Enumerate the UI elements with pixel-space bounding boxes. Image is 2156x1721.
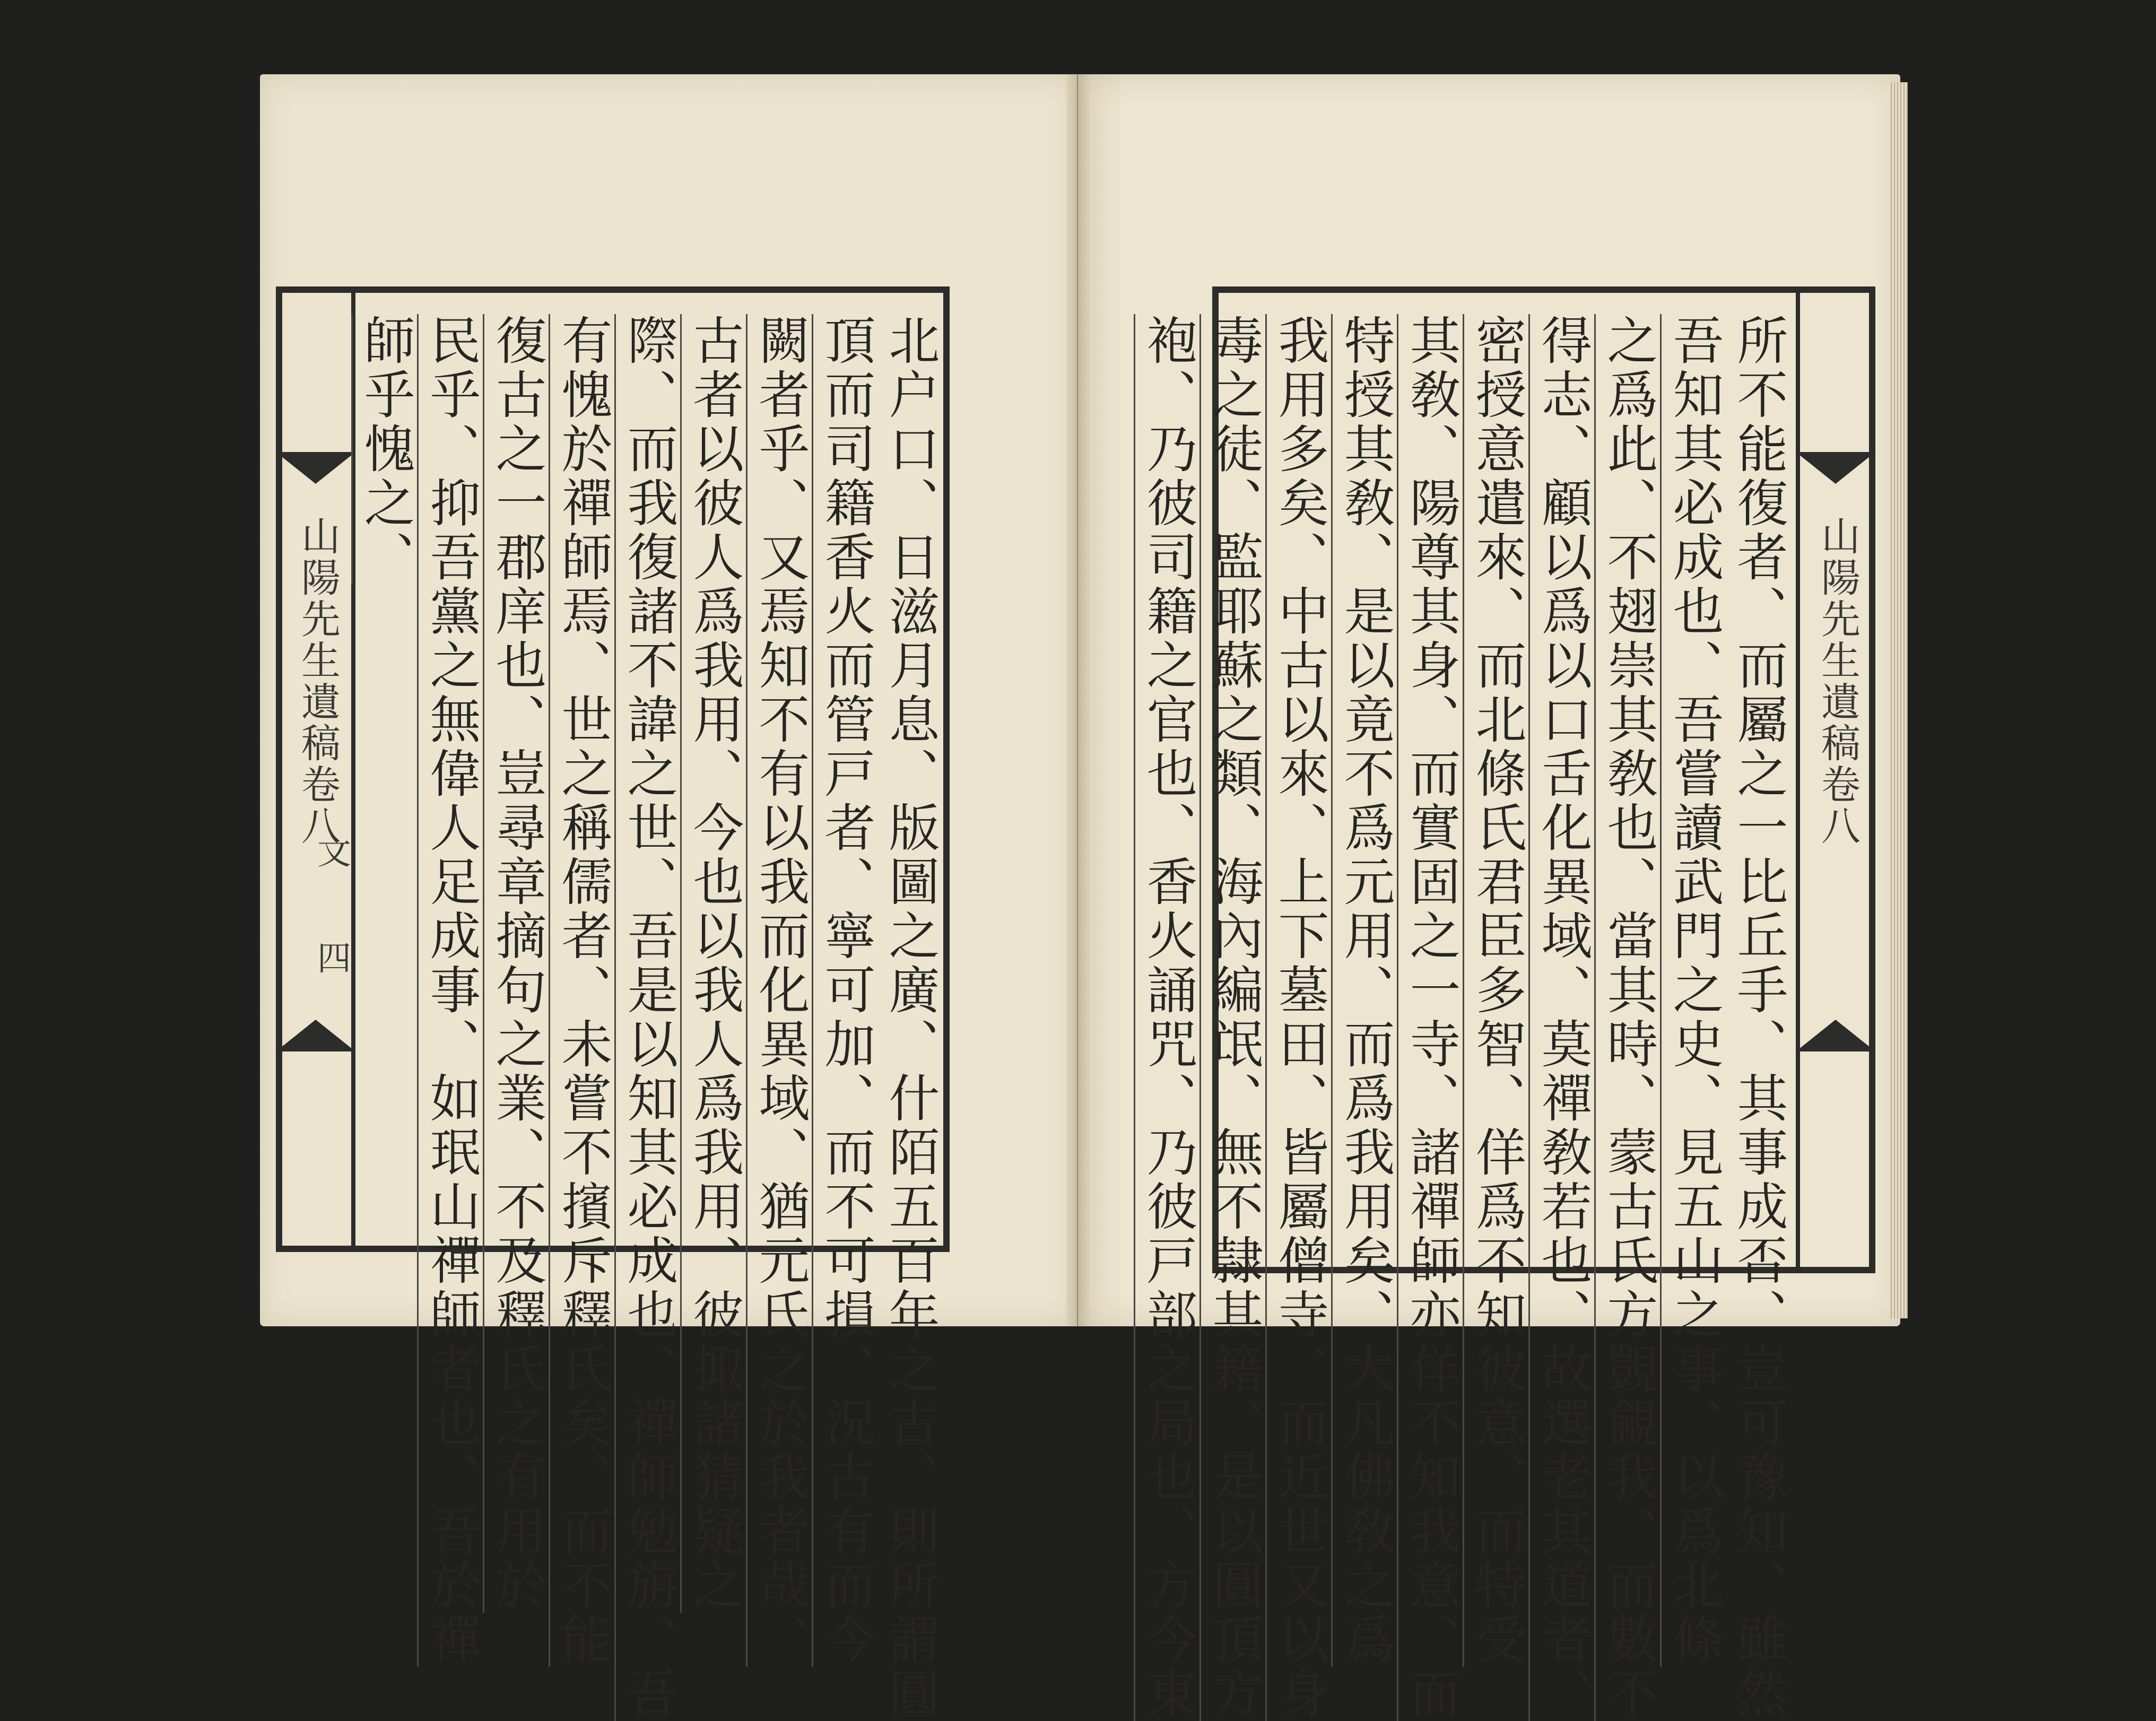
text-column: 毒之徒、監耶蘇之類、海內編氓、無不隷其籍、是以圓頂方 [1199, 314, 1267, 1721]
book-spine [1066, 74, 1090, 1326]
fish-tail-mark [1796, 452, 1875, 484]
right-hashira-title: 山陽先生遺稿卷八 [1815, 516, 1861, 847]
text-column: 得志、顧以爲以口舌化異域、莫禪敎若也、故選老其道者、 [1528, 314, 1596, 1721]
text-column: 復古之一郡庠也、豈尋章摘句之業、不及釋氏之有用於 [483, 314, 550, 1613]
text-column: 特授其敎、是以竟不爲元用、而爲我用矣、大凡佛敎之爲 [1331, 314, 1398, 1667]
text-column: 其敎、陽尊其身、而實固之一寺、諸禪師亦佯不知我意、而 [1397, 314, 1464, 1721]
text-column: 袍、乃彼司籍之官也、香火誦咒、乃彼戸部之局也、方今東 [1134, 314, 1201, 1721]
fish-tail-mark [276, 452, 355, 484]
folio-number: 四 [311, 940, 351, 974]
text-column: 際、而我復諸不諱之世、吾是以知其必成也、禪師勉旃、吾 [614, 314, 682, 1721]
text-column: 我用多矣、中古以來、上下墓田、皆屬僧寺、而近世又以身 [1265, 314, 1333, 1721]
text-column: 闕者乎、又焉知不有以我而化異域、猶元氏之於我者哉、 [746, 314, 813, 1667]
section-mark: 文 [311, 834, 351, 868]
text-column: 所不能復者、而屬之一比丘手、其事成否、豈可豫知、雖然 [1729, 314, 1788, 1721]
fish-tail-mark [1796, 1020, 1875, 1051]
text-column: 北户口、日滋月息、版圖之廣、什陌五百年之古、則所謂圓 [881, 314, 940, 1721]
text-column: 有愧於禪師焉、世之稱儒者、未嘗不擯斥釋氏矣、而不能 [549, 314, 616, 1667]
text-column: 頂而司籍香火而管戸者、寧可加、而不可損、況古有而今 [812, 314, 879, 1667]
right-text-frame [1138, 286, 1875, 1721]
right-hashira [1796, 293, 1875, 1267]
text-column: 之爲此、不翅崇其敎也、當其時、蒙古氏方覬覦我、而數不 [1594, 314, 1662, 1721]
text-column: 密授意遣來、而北條氏君臣多智、佯爲不知彼意、而特受 [1463, 314, 1530, 1667]
text-column: 師乎愧之、 [351, 314, 419, 585]
text-column: 民乎、抑吾黨之無偉人足成事、如珉山禪師者也、吾於禪 [417, 314, 484, 1667]
left-hashira-title: 山陽先生遺稿卷八 [295, 516, 341, 847]
text-column: 吾知其必成也、吾嘗讀武門之史、見五山之事、以爲北條 [1660, 314, 1727, 1667]
page-edges [1889, 82, 1908, 1318]
text-column: 古者以彼人爲我用、今也以我人爲我用、彼掫諸猜疑之 [680, 314, 747, 1613]
fish-tail-mark [276, 1020, 355, 1051]
left-hashira [276, 293, 355, 1246]
left-text-frame [276, 286, 950, 1721]
